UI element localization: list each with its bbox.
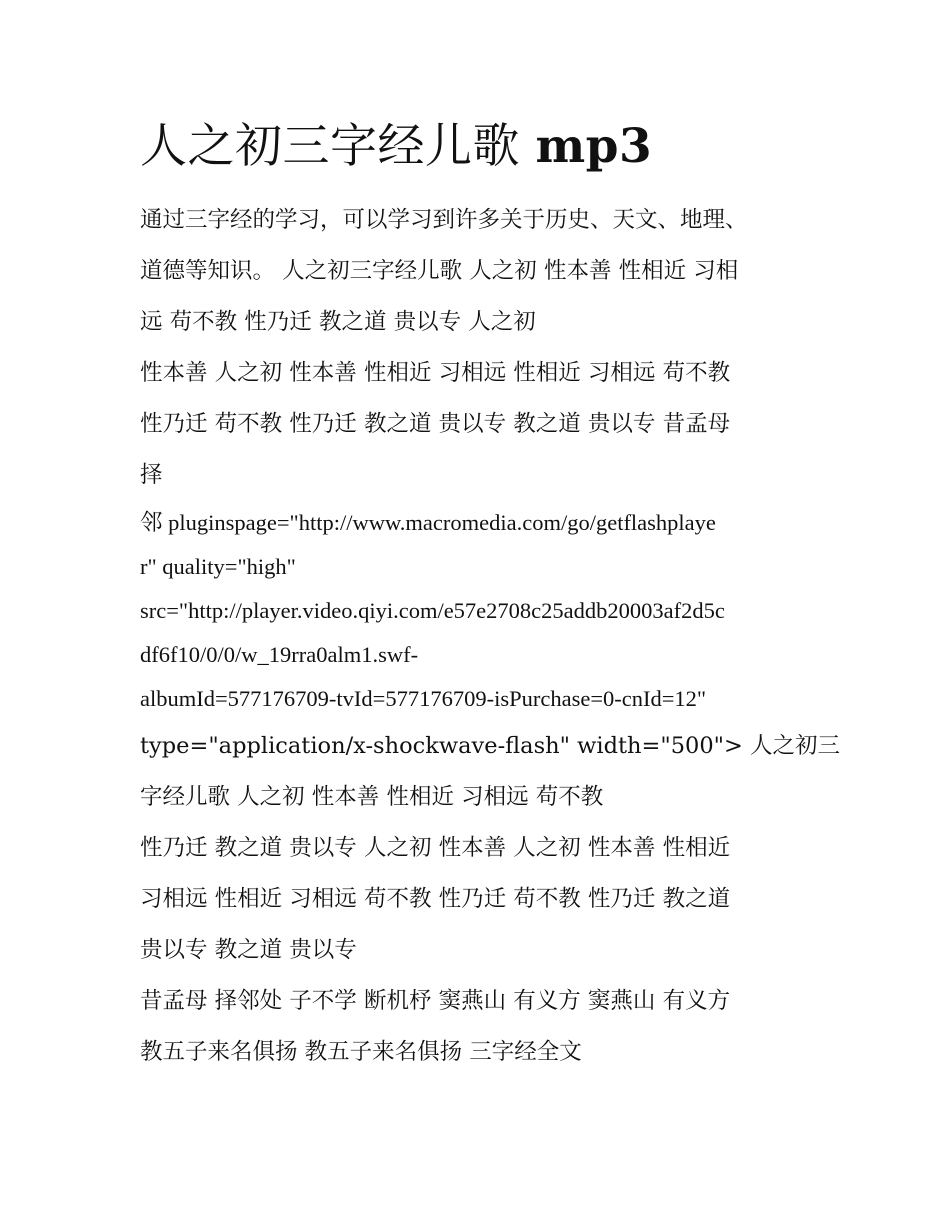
body-line: r" quality="high" [140, 554, 296, 579]
body-line: 字经儿歌 人之初 性本善 性相近 习相远 苟不教 [140, 784, 604, 810]
body-line: 教五子来名俱扬 教五子来名俱扬 三字经全文 [140, 1039, 582, 1065]
body-line: src="http://player.video.qiyi.com/e57e2708c25addb20003af2d5c [140, 598, 725, 623]
title-latin: mp3 [535, 119, 653, 174]
body-line: 性本善 人之初 性本善 性相近 习相远 性相近 习相远 苟不教 [140, 360, 731, 386]
body-line: type="application/x-shockwave-flash" width="500"> 人之初三 [140, 733, 841, 759]
body-line: 性乃迁 教之道 贵以专 人之初 性本善 人之初 性本善 性相近 [140, 835, 731, 861]
body-line: 通过三字经的学习，可以学习到许多关于历史、天文、地理、 [140, 207, 748, 233]
body-line: 昔孟母 择邻处 子不学 断机杼 窦燕山 有义方 窦燕山 有义方 [140, 988, 731, 1014]
document-body [140, 195, 841, 1078]
body-line: 贵以专 教之道 贵以专 [140, 937, 357, 963]
document-page [140, 115, 841, 1078]
title-cjk: 人之初三字经儿歌 [140, 119, 520, 174]
body-line: 邻 pluginspage="http://www.macromedia.com/go/getflashplaye [140, 510, 716, 535]
body-line: 道德等知识。 人之初三字经儿歌 人之初 性本善 性相近 习相 [140, 258, 739, 284]
body-line: 习相远 性相近 习相远 苟不教 性乃迁 苟不教 性乃迁 教之道 [140, 886, 731, 912]
body-line: 远 苟不教 性乃迁 教之道 贵以专 人之初 [140, 309, 536, 335]
body-line: 择 [140, 462, 163, 488]
body-line: albumId=577176709-tvId=577176709-isPurchase=0-cnId=12" [140, 686, 707, 711]
document-title [140, 115, 805, 179]
body-line: df6f10/0/0/w_19rra0alm1.swf- [140, 642, 419, 667]
body-line: 性乃迁 苟不教 性乃迁 教之道 贵以专 教之道 贵以专 昔孟母 [140, 411, 731, 437]
